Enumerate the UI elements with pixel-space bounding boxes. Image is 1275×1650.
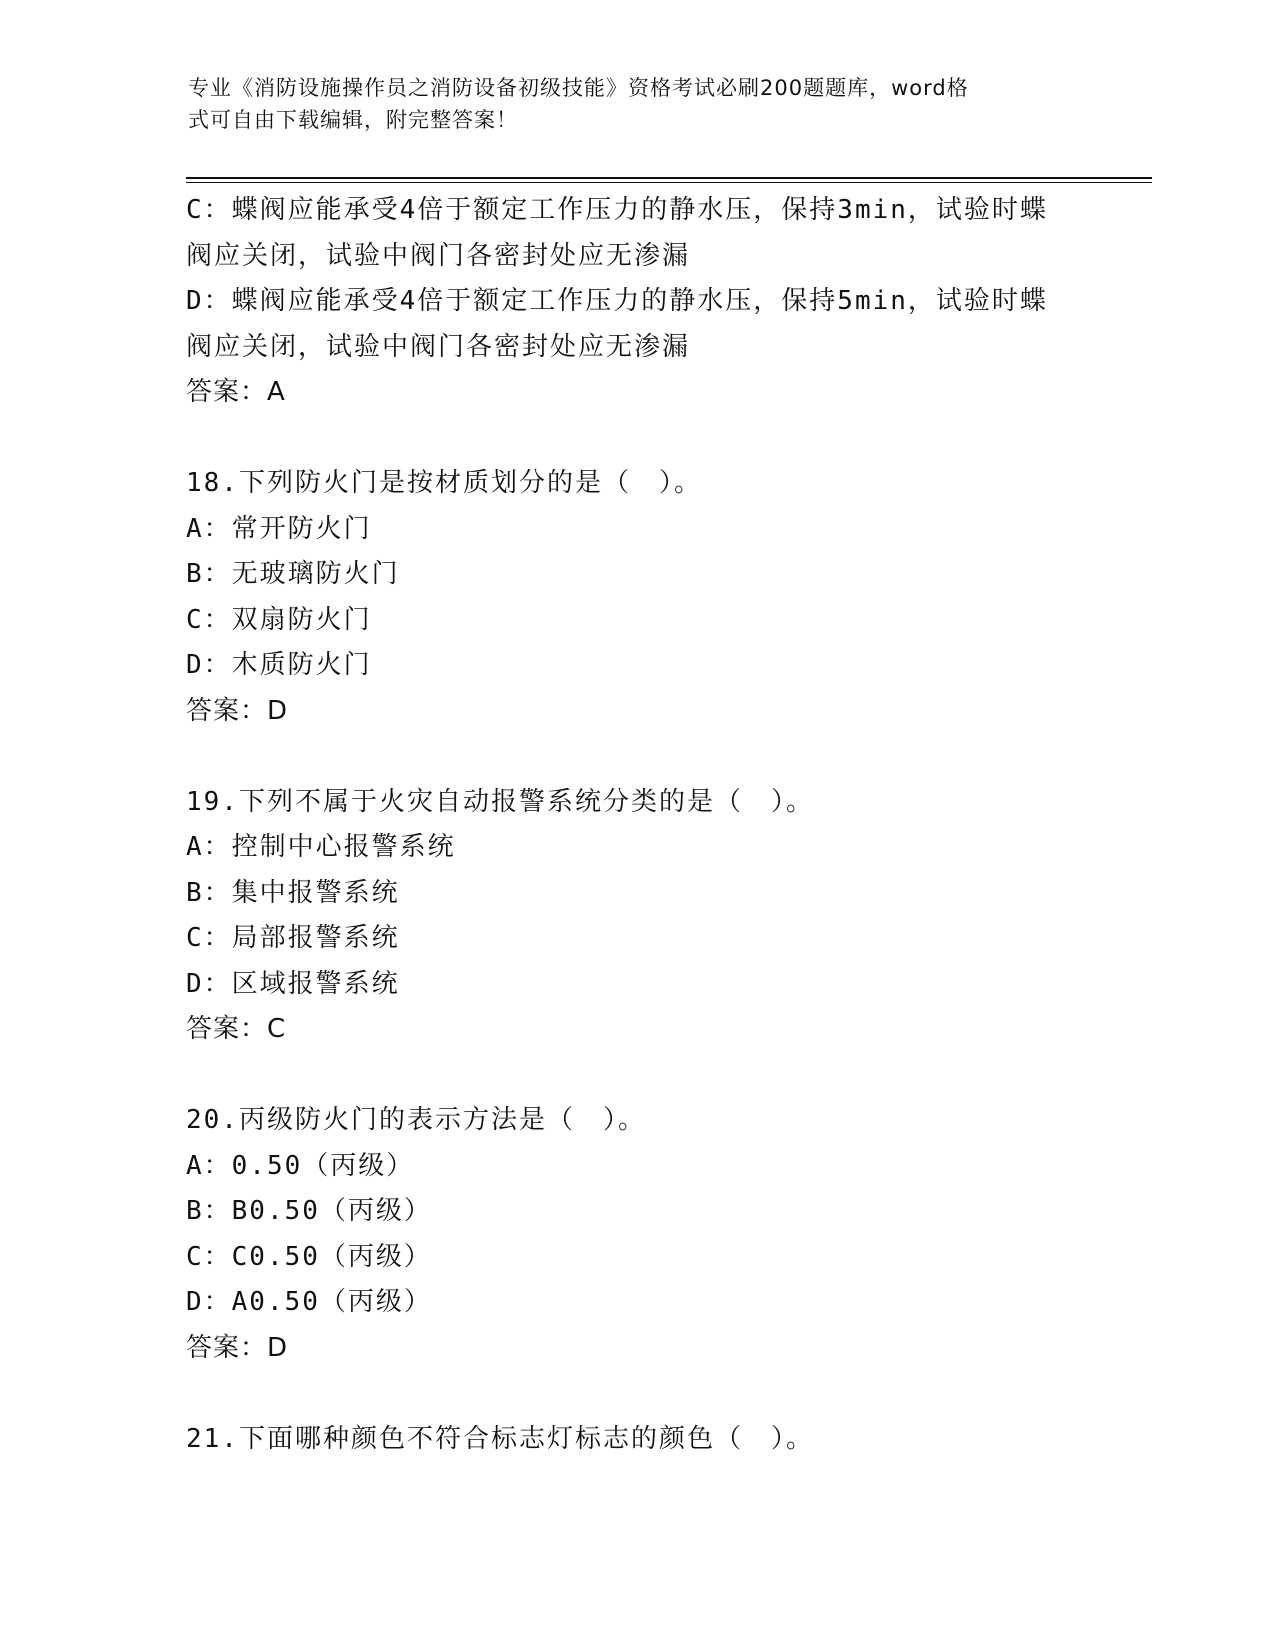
option-d: D：木质防火门 <box>186 650 372 680</box>
option-a: A：控制中心报警系统 <box>186 832 456 862</box>
option-c: C：局部报警系统 <box>186 923 400 953</box>
question-stem: 20.丙级防火门的表示方法是（ ）。 <box>186 1105 646 1135</box>
answer: 答案：D <box>186 1332 289 1363</box>
option-b: B：B0.50（丙级） <box>186 1196 432 1226</box>
header-line-1: 专业《消防设施操作员之消防设备初级技能》资格考试必刷200题题库，word格 <box>188 76 969 100</box>
question-stem: 18.下列防火门是按材质划分的是（ ）。 <box>186 468 702 498</box>
question-18 <box>186 461 1086 734</box>
option-c: C：双扇防火门 <box>186 604 372 635</box>
question-17-tail <box>186 188 1086 416</box>
spacer <box>186 734 1086 780</box>
option-c-line-1: C：蝶阀应能承受4倍于额定工作压力的静水压，保持3min，试验时蝶 <box>186 195 1048 225</box>
spacer <box>186 1053 1086 1099</box>
document-header <box>188 72 1068 136</box>
option-c-line-2: 阀应关闭，试验中阀门各密封处应无渗漏 <box>186 240 691 271</box>
header-divider-thin <box>186 182 1152 183</box>
option-c: C：C0.50（丙级） <box>186 1241 432 1272</box>
option-a: A：常开防火门 <box>186 513 372 544</box>
option-b: B：集中报警系统 <box>186 877 400 908</box>
answer-17: 答案：A <box>186 377 286 407</box>
option-d-line-1: D：蝶阀应能承受4倍于额定工作压力的静水压，保持5min，试验时蝶 <box>186 286 1048 316</box>
answer: 答案：D <box>186 695 289 726</box>
header-line-2: 式可自由下载编辑，附完整答案！ <box>188 108 518 132</box>
question-21 <box>186 1417 1086 1463</box>
option-d: D：A0.50（丙级） <box>186 1287 432 1317</box>
question-stem: 21.下面哪种颜色不符合标志灯标志的颜色（ ）。 <box>186 1423 814 1454</box>
spacer <box>186 1371 1086 1417</box>
option-d: D：区域报警系统 <box>186 968 400 999</box>
header-divider-thick <box>186 177 1152 179</box>
question-content <box>186 188 1086 1462</box>
question-stem: 19.下列不属于火灾自动报警系统分类的是（ ）。 <box>186 786 814 817</box>
question-19 <box>186 780 1086 1053</box>
spacer <box>186 416 1086 462</box>
option-d-line-2: 阀应关闭，试验中阀门各密封处应无渗漏 <box>186 331 691 362</box>
question-20 <box>186 1098 1086 1371</box>
option-a: A：0.50（丙级） <box>186 1150 415 1181</box>
option-b: B：无玻璃防火门 <box>186 559 400 589</box>
answer: 答案：C <box>186 1014 287 1044</box>
